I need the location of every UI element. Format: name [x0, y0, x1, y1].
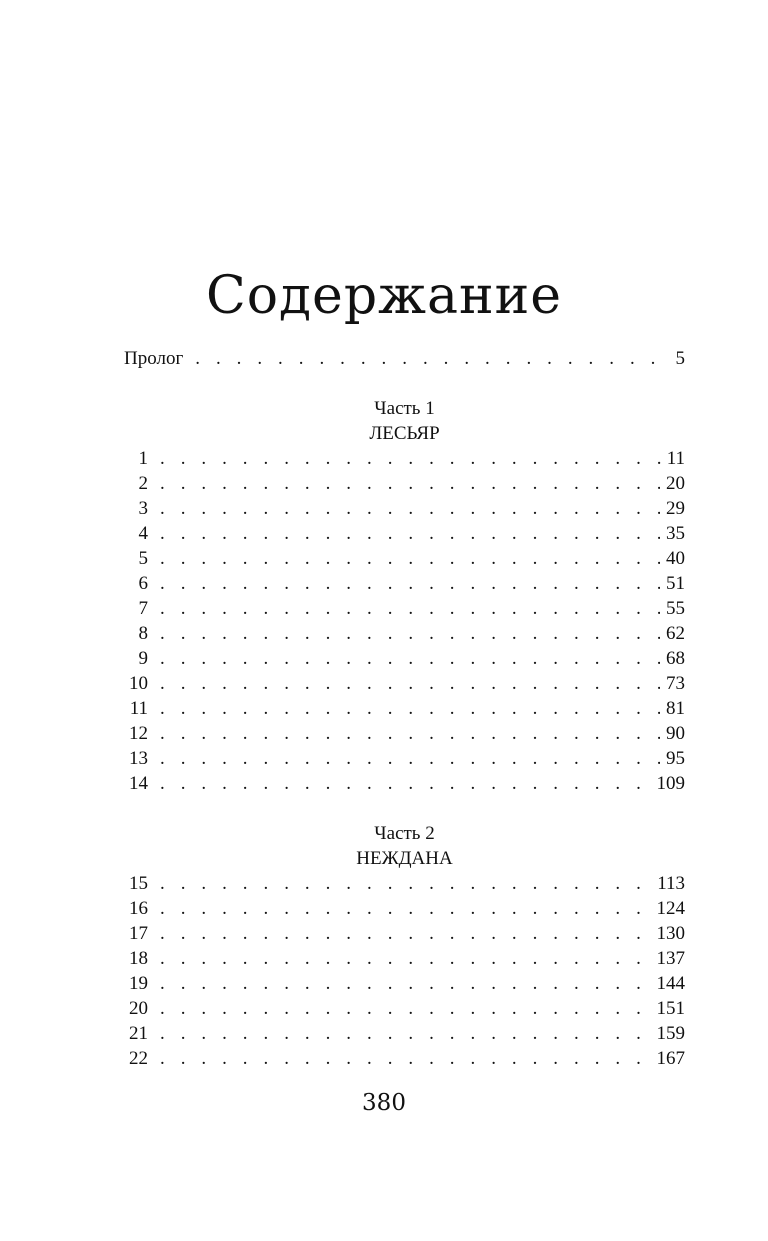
- dot-leader: [160, 771, 651, 796]
- toc-entry: [124, 446, 685, 471]
- dot-leader: [160, 671, 660, 696]
- dot-leader: [160, 721, 660, 746]
- toc-entry: [124, 896, 685, 921]
- toc-entry: [124, 871, 685, 896]
- toc-entry-prologue: [124, 346, 685, 371]
- toc-entry: [124, 696, 685, 721]
- dot-leader: [160, 871, 651, 896]
- dot-leader: [160, 646, 660, 671]
- toc-page-number: 11: [666, 448, 685, 469]
- toc-chapter-number: 18: [129, 948, 148, 969]
- toc-page-number: 151: [656, 998, 685, 1019]
- toc-chapter-number: 3: [138, 498, 148, 519]
- toc-page-number: 29: [666, 498, 685, 519]
- toc-chapter-number: 20: [129, 998, 148, 1019]
- part-2-chapter-list: [124, 871, 685, 1071]
- toc-entry: [124, 621, 685, 646]
- toc-entry: [124, 721, 685, 746]
- toc-chapter-number: 13: [129, 748, 148, 769]
- toc-chapter-number: 14: [129, 773, 148, 794]
- dot-leader: [160, 746, 660, 771]
- dot-leader: [160, 621, 660, 646]
- toc-page-number: 40: [666, 548, 685, 569]
- dot-leader: [160, 546, 660, 571]
- dot-leader: [160, 1046, 651, 1071]
- page-number: 380: [362, 1090, 406, 1116]
- part-2-name: НЕЖДАНА: [356, 848, 453, 869]
- part-1-name: ЛЕСЬЯР: [369, 423, 440, 444]
- toc-page-number: 20: [666, 473, 685, 494]
- toc-page-number: 124: [656, 898, 685, 919]
- toc-page-number: 144: [656, 973, 685, 994]
- dot-leader: [160, 971, 651, 996]
- toc-chapter-number: 1: [138, 448, 148, 469]
- toc-page-number: 137: [656, 948, 685, 969]
- dot-leader: [160, 996, 651, 1021]
- toc-entry: [124, 521, 685, 546]
- toc-page-number: 73: [666, 673, 685, 694]
- toc-chapter-number: 19: [129, 973, 148, 994]
- dot-leader: [160, 571, 660, 596]
- page-title: Содержание: [205, 266, 563, 326]
- toc-page-number: 55: [666, 598, 685, 619]
- toc-page-number: 167: [656, 1048, 685, 1069]
- toc-chapter-number: 6: [138, 573, 148, 594]
- spacer: [124, 371, 685, 396]
- toc-page-number: 159: [656, 1023, 685, 1044]
- toc-chapter-number: 8: [138, 623, 148, 644]
- toc-page-number: 5: [675, 348, 685, 369]
- dot-leader: [160, 596, 660, 621]
- toc-page-number: 62: [666, 623, 685, 644]
- toc-chapter-number: 15: [129, 873, 148, 894]
- dot-leader: [160, 696, 660, 721]
- toc-entry: [124, 671, 685, 696]
- dot-leader: [160, 946, 651, 971]
- toc-chapter-number: 12: [129, 723, 148, 744]
- dot-leader: [160, 921, 651, 946]
- toc-chapter-number: 7: [138, 598, 148, 619]
- toc-entry: [124, 996, 685, 1021]
- toc-page-number: 130: [656, 923, 685, 944]
- toc-entry: [124, 496, 685, 521]
- toc-page-number: 35: [666, 523, 685, 544]
- spacer: [124, 796, 685, 821]
- toc-page-number: 51: [666, 573, 685, 594]
- dot-leader: [160, 1021, 651, 1046]
- toc-entry-label: Пролог: [124, 348, 184, 369]
- part-1-chapter-list: [124, 446, 685, 796]
- dot-leader: [160, 446, 661, 471]
- toc-page-number: 90: [666, 723, 685, 744]
- toc-entry: [124, 596, 685, 621]
- toc-entry: [124, 946, 685, 971]
- dot-leader: [160, 471, 660, 496]
- part-2-heading: Часть 2: [374, 823, 435, 844]
- toc-entry: [124, 921, 685, 946]
- toc-chapter-number: 2: [138, 473, 148, 494]
- toc-chapter-number: 17: [129, 923, 148, 944]
- toc-entry: [124, 571, 685, 596]
- toc-entry: [124, 471, 685, 496]
- table-of-contents: [124, 346, 685, 1071]
- toc-chapter-number: 5: [138, 548, 148, 569]
- dot-leader: [160, 896, 651, 921]
- toc-chapter-number: 16: [129, 898, 148, 919]
- toc-page-number: 113: [657, 873, 685, 894]
- dot-leader: [160, 521, 660, 546]
- toc-page-number: 81: [666, 698, 685, 719]
- part-1-heading: Часть 1: [374, 398, 435, 419]
- toc-page-number: 68: [666, 648, 685, 669]
- toc-entry: [124, 546, 685, 571]
- toc-chapter-number: 10: [129, 673, 148, 694]
- toc-chapter-number: 4: [138, 523, 148, 544]
- toc-entry: [124, 971, 685, 996]
- dot-leader: [160, 496, 660, 521]
- toc-chapter-number: 21: [129, 1023, 148, 1044]
- toc-chapter-number: 11: [129, 698, 148, 719]
- toc-entry: [124, 1021, 685, 1046]
- toc-entry: [124, 746, 685, 771]
- toc-chapter-number: 9: [138, 648, 148, 669]
- toc-entry: [124, 646, 685, 671]
- toc-page-number: 109: [656, 773, 685, 794]
- toc-entry: [124, 1046, 685, 1071]
- toc-entry: [124, 771, 685, 796]
- toc-chapter-number: 22: [129, 1048, 148, 1069]
- toc-page-number: 95: [666, 748, 685, 769]
- dot-leader: [195, 346, 669, 371]
